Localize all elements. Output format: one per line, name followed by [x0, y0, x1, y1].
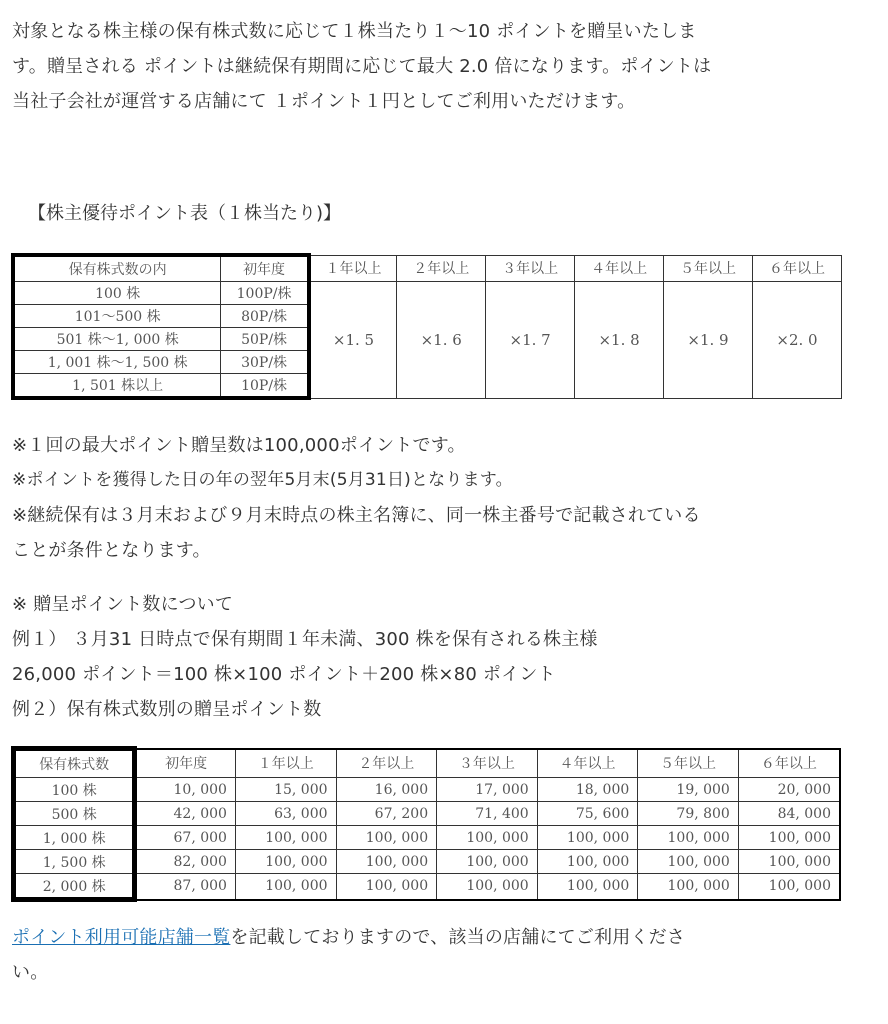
- value-cell: 100, 000: [738, 826, 840, 850]
- value-cell: 19, 000: [638, 778, 739, 802]
- example-1-calc: 26,000 ポイント＝100 株×100 ポイント＋200 株×80 ポイント: [12, 664, 556, 685]
- footer-line-2: い。: [12, 962, 49, 983]
- header-cell: ２年以上: [336, 749, 437, 778]
- shares-cell: 501 株～1, 000 株: [13, 328, 221, 351]
- first-year-cell: 30P/株: [221, 351, 309, 374]
- value-cell: 100, 000: [437, 826, 538, 850]
- value-cell: 100, 000: [638, 826, 739, 850]
- value-cell: 10, 000: [135, 778, 236, 802]
- value-cell: 100, 000: [738, 850, 840, 874]
- example-2: 例２）保有株式数別の贈呈ポイント数: [12, 699, 322, 720]
- value-cell: 100, 000: [235, 874, 336, 900]
- value-cell: 87, 000: [135, 874, 236, 900]
- table-row: [14, 826, 841, 850]
- header-cell: 保有株式数: [14, 749, 135, 778]
- table-row: [14, 874, 841, 900]
- multiplier-cell: ×2. 0: [752, 282, 841, 399]
- store-list-link[interactable]: ポイント利用可能店舗一覧: [12, 927, 231, 948]
- value-cell: 79, 800: [638, 802, 739, 826]
- shares-cell: 100 株: [14, 778, 135, 802]
- header-cell: 初年度: [135, 749, 236, 778]
- points-table: [11, 253, 842, 400]
- multiplier-cell: ×1. 7: [486, 282, 575, 399]
- header-cell: ６年以上: [738, 749, 840, 778]
- notes: [12, 428, 832, 568]
- multiplier-cell: ×1. 6: [397, 282, 486, 399]
- value-cell: 63, 000: [235, 802, 336, 826]
- value-cell: 100, 000: [336, 850, 437, 874]
- value-cell: 15, 000: [235, 778, 336, 802]
- header-cell: １年以上: [309, 255, 397, 282]
- intro-line: 当社子会社が運営する店舗にて １ポイント１円としてご利用いただけます。: [12, 91, 636, 112]
- table-row: [14, 778, 841, 802]
- value-cell: 100, 000: [638, 874, 739, 900]
- shares-cell: 500 株: [14, 802, 135, 826]
- value-cell: 17, 000: [437, 778, 538, 802]
- header-cell: １年以上: [235, 749, 336, 778]
- value-cell: 71, 400: [437, 802, 538, 826]
- first-year-cell: 80P/株: [221, 305, 309, 328]
- header-cell: 保有株式数の内: [13, 255, 221, 282]
- note-line: ことが条件となります。: [12, 540, 211, 561]
- footer-line: [12, 920, 832, 955]
- table-row: [13, 282, 842, 305]
- header-cell: ６年以上: [752, 255, 841, 282]
- table-header-row: [14, 749, 841, 778]
- value-cell: 100, 000: [537, 850, 638, 874]
- header-cell: ５年以上: [664, 255, 753, 282]
- note-line: ※ポイントを獲得した日の年の翌年5月末(5月31日)となります。: [12, 470, 513, 490]
- value-cell: 100, 000: [235, 850, 336, 874]
- shares-cell: 1, 501 株以上: [13, 374, 221, 399]
- intro-line: す。贈呈される ポイントは継続保有期間に応じて最大 2.0 倍になります。ポイントは: [12, 56, 712, 77]
- value-cell: 67, 200: [336, 802, 437, 826]
- shares-cell: 2, 000 株: [14, 874, 135, 900]
- intro-paragraph: [12, 14, 832, 119]
- shares-cell: 100 株: [13, 282, 221, 305]
- header-cell: 初年度: [221, 255, 309, 282]
- table-row: [14, 850, 841, 874]
- first-year-cell: 50P/株: [221, 328, 309, 351]
- multiplier-cell: ×1. 9: [664, 282, 753, 399]
- footer-text: を記載しておりますので、該当の店舗にてご利用くださ: [230, 927, 686, 948]
- header-cell: ２年以上: [397, 255, 486, 282]
- examples-title: ※ 贈呈ポイント数について: [12, 594, 234, 615]
- header-cell: ３年以上: [437, 749, 538, 778]
- first-year-cell: 10P/株: [221, 374, 309, 399]
- value-cell: 100, 000: [336, 874, 437, 900]
- shares-cell: 1, 000 株: [14, 826, 135, 850]
- value-cell: 100, 000: [537, 874, 638, 900]
- header-cell: ５年以上: [638, 749, 739, 778]
- example-points-table: [11, 746, 841, 902]
- value-cell: 20, 000: [738, 778, 840, 802]
- intro-line: 対象となる株主様の保有株式数に応じて１株当たり１～10 ポイントを贈呈いたしま: [12, 21, 697, 42]
- multiplier-cell: ×1. 5: [309, 282, 397, 399]
- value-cell: 100, 000: [638, 850, 739, 874]
- value-cell: 100, 000: [738, 874, 840, 900]
- header-cell: ３年以上: [486, 255, 575, 282]
- value-cell: 42, 000: [135, 802, 236, 826]
- shares-cell: 1, 001 株～1, 500 株: [13, 351, 221, 374]
- footer-paragraph: [12, 920, 832, 990]
- value-cell: 100, 000: [437, 850, 538, 874]
- first-year-cell: 100P/株: [221, 282, 309, 305]
- note-line: ※継続保有は３月末および９月末時点の株主名簿に、同一株主番号で記載されている: [12, 505, 701, 526]
- points-table-title: 【株主優待ポイント表（１株当たり)】: [28, 203, 342, 224]
- examples: [12, 587, 832, 727]
- value-cell: 100, 000: [437, 874, 538, 900]
- value-cell: 100, 000: [235, 826, 336, 850]
- header-cell: ４年以上: [537, 749, 638, 778]
- value-cell: 16, 000: [336, 778, 437, 802]
- value-cell: 100, 000: [336, 826, 437, 850]
- note-line: ※１回の最大ポイント贈呈数は100,000ポイントです。: [12, 435, 466, 456]
- multiplier-cell: ×1. 8: [575, 282, 664, 399]
- value-cell: 84, 000: [738, 802, 840, 826]
- value-cell: 75, 600: [537, 802, 638, 826]
- value-cell: 82, 000: [135, 850, 236, 874]
- table-header-row: [13, 255, 842, 282]
- value-cell: 67, 000: [135, 826, 236, 850]
- shares-cell: 101～500 株: [13, 305, 221, 328]
- value-cell: 18, 000: [537, 778, 638, 802]
- table-row: [14, 802, 841, 826]
- example-1: 例１） ３月31 日時点で保有期間１年未満、300 株を保有される株主様: [12, 629, 598, 650]
- header-cell: ４年以上: [575, 255, 664, 282]
- shares-cell: 1, 500 株: [14, 850, 135, 874]
- value-cell: 100, 000: [537, 826, 638, 850]
